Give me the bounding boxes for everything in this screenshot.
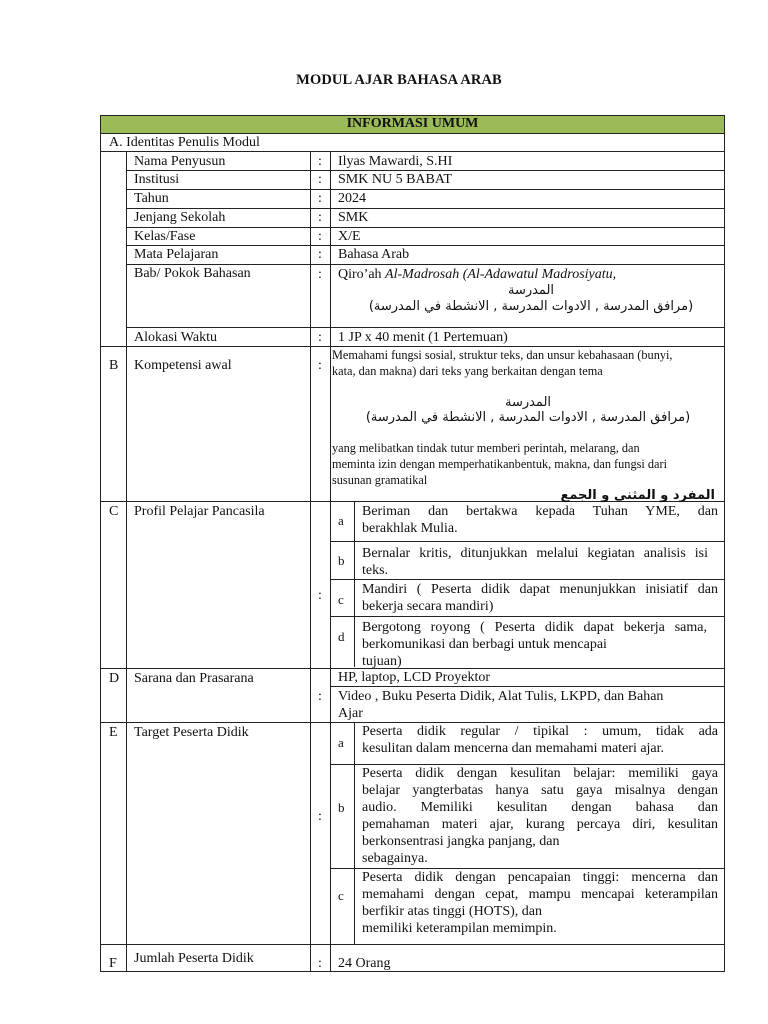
- item-text: Peserta didik dengan kesulitan belajar: memiliki gaya belajar yangterbatas hanya satu gaya misalnya dengan audio. Memiliki kesulitan dengan bahasa dan pemahaman materi ajar, kurang percaya diri, kesulitan berkonsentrasi jangka panjang, dan sebagainya.: [362, 766, 718, 866]
- item-text: Peserta didik regular / tipikal : umum, tidak ada kesulitan dalam mencerna dan memahami materi ajar.: [362, 724, 718, 756]
- kompetensi-arabic-theme: المدرسة: [504, 395, 552, 410]
- row-value: X/E: [338, 229, 361, 244]
- identity-heading: A. Identitas Penulis Modul: [109, 135, 260, 150]
- kompetensi-text-2: kata, dan makna) dari teks yang berkaitan dengan tema: [332, 364, 603, 378]
- item-key: c: [338, 592, 344, 607]
- item-key: d: [338, 629, 345, 644]
- jumlah-value: 24 Orang: [338, 956, 391, 971]
- kompetensi-text-5: susunan gramatikal: [332, 473, 428, 487]
- row-label: Mata Pelajaran: [134, 247, 219, 262]
- item-key: c: [338, 888, 344, 903]
- row-label: Institusi: [134, 172, 180, 187]
- sarana-text-1: HP, laptop, LCD Proyektor: [338, 670, 491, 685]
- item-text: Peserta didik dengan pencapaian tinggi: mencerna dan memahami dengan cepat, mampu mencapai keterampilan berfikir atas tinggi (HOTS), dan memiliki keterampilan memimpin.: [362, 870, 718, 936]
- item-key: a: [338, 735, 344, 750]
- colon: :: [318, 210, 322, 225]
- row-label: Kelas/Fase: [134, 229, 196, 244]
- section-label: Target Peserta Didik: [134, 725, 249, 740]
- colon: :: [318, 191, 322, 206]
- colon: :: [318, 588, 322, 603]
- row-label: Jenjang Sekolah: [134, 210, 226, 225]
- colon: :: [318, 689, 322, 704]
- colon: :: [318, 358, 322, 373]
- section-letter: E: [109, 725, 118, 740]
- row-value: 1 JP x 40 menit (1 Pertemuan): [338, 330, 508, 345]
- row-value: Bahasa Arab: [338, 247, 410, 262]
- colon: :: [318, 247, 322, 262]
- document-title: MODUL AJAR BAHASA ARAB: [296, 72, 502, 88]
- row-label: Nama Penyusun: [134, 154, 226, 169]
- row-value: SMK NU 5 BABAT: [338, 172, 452, 187]
- row-value-arabic-subtopics: (مرافق المدرسة , الادوات المدرسة , الانشطة في المدرسة): [368, 299, 694, 314]
- section-letter: B: [109, 358, 119, 373]
- colon: :: [318, 330, 322, 345]
- section-label: Kompetensi awal: [134, 358, 232, 373]
- section-header: INFORMASI UMUM: [346, 116, 479, 131]
- section-letter: F: [109, 956, 117, 971]
- colon: :: [318, 267, 322, 282]
- kompetensi-text-1: Memahami fungsi sosial, struktur teks, dan unsur kebahasaan (bunyi,: [332, 348, 673, 362]
- item-key: a: [338, 513, 344, 528]
- kompetensi-arabic-grammar: المفرد و المثنى و الجمع: [560, 488, 715, 503]
- row-label: Bab/ Pokok Bahasan: [134, 266, 251, 281]
- kompetensi-arabic-subtopics: (مرافق المدرسة , الادوات المدرسة , الانشطة في المدرسة): [365, 410, 691, 425]
- row-value: 2024: [338, 191, 366, 206]
- row-label: Tahun: [134, 191, 169, 206]
- item-text: Bernalar kritis, ditunjukkan melalui kegiatan analisis isi teks.: [362, 546, 708, 578]
- kompetensi-text-3: yang melibatkan tindak tutur memberi perintah, melarang, dan: [332, 441, 640, 455]
- row-value: Ilyas Mawardi, S.HI: [338, 154, 453, 169]
- colon: :: [318, 956, 322, 971]
- sarana-text-3: Ajar: [338, 706, 363, 721]
- item-text: Mandiri ( Peserta didik dapat menunjukkan inisiatif dan bekerja secara mandiri): [362, 582, 718, 614]
- section-letter: D: [109, 671, 120, 686]
- row-value: Qiro’ah Al-Madrosah (Al-Adawatul Madrosiyatu,: [338, 267, 617, 282]
- item-text: Beriman dan bertakwa kepada Tuhan YME, dan berakhlak Mulia.: [362, 504, 718, 536]
- item-key: b: [338, 800, 345, 815]
- row-label: Alokasi Waktu: [134, 330, 217, 345]
- colon: :: [318, 809, 322, 824]
- kompetensi-text-4: meminta izin dengan memperhatikanbentuk, makna, dan fungsi dari: [332, 457, 667, 471]
- section-letter: C: [109, 504, 119, 519]
- row-value-arabic-theme: المدرسة: [507, 283, 555, 298]
- item-text: Bergotong royong ( Peserta didik dapat bekerja sama, berkomunikasi dan berbagi untuk mencapai tujuan): [362, 620, 707, 669]
- section-label: Sarana dan Prasarana: [134, 671, 254, 686]
- row-value: SMK: [338, 210, 369, 225]
- colon: :: [318, 229, 322, 244]
- item-key: b: [338, 553, 345, 568]
- colon: :: [318, 172, 322, 187]
- section-label: Jumlah Peserta Didik: [134, 951, 254, 966]
- sarana-text-2: Video , Buku Peserta Didik, Alat Tulis, LKPD, dan Bahan: [338, 689, 664, 704]
- colon: :: [318, 154, 322, 169]
- section-label: Profil Pelajar Pancasila: [134, 504, 265, 519]
